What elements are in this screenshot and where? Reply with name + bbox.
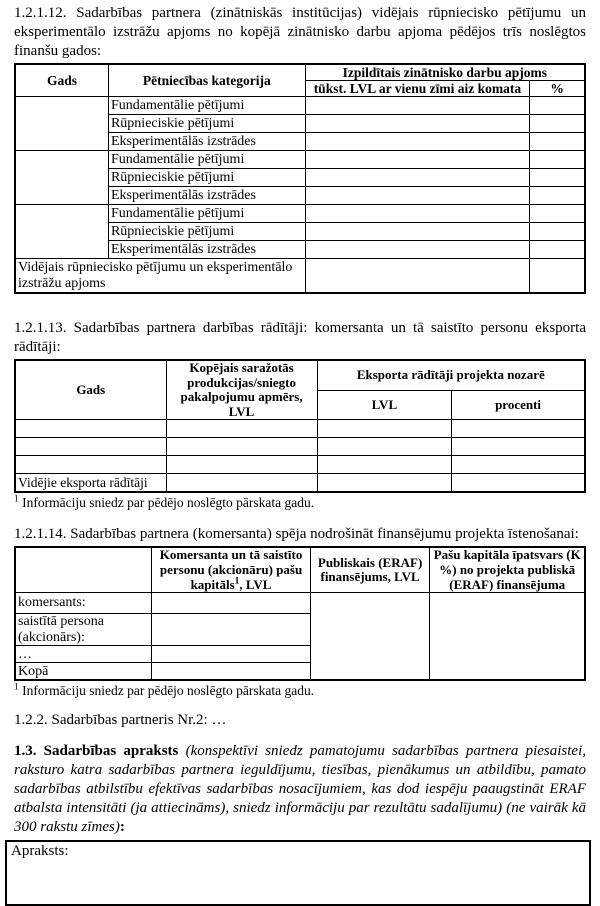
- t3-equity-share-input-cell[interactable]: [430, 593, 585, 681]
- col-header-kopejais: Kopējais saražotās produkcijas/sniegto pakalpojumu apmērs, LVL: [166, 360, 317, 420]
- t2-lvl-input-cell[interactable]: [317, 474, 452, 493]
- t3-row-label: komersants:: [15, 593, 152, 614]
- t1-amount-input-cell[interactable]: [305, 187, 530, 205]
- col-header-apjoms: Izpildītais zinātnisko darbu apjoms: [305, 64, 585, 81]
- footnote-marker: 1: [14, 682, 19, 693]
- t1-category-label: Fundamentālie pētījumi: [108, 205, 305, 223]
- t1-amount-input-cell[interactable]: [305, 205, 530, 223]
- t1-percent-input-cell[interactable]: [530, 115, 585, 133]
- footnote-text: Informāciju sniedz par pēdējo noslēgto pārskata gadu.: [18, 683, 315, 699]
- col-header-gads: Gads: [15, 360, 166, 420]
- col-header-eksporta: Eksporta rādītāji projekta nozarē: [317, 360, 585, 390]
- t2-percent-input-cell[interactable]: [452, 474, 585, 493]
- t3-corner-cell: [15, 547, 152, 592]
- t1-year1-input-cell[interactable]: [15, 97, 108, 151]
- footnote-text: Informāciju sniedz par pēdējo noslēgto pārskata gadu.: [18, 495, 315, 511]
- description-box-label: Apraksts:: [11, 843, 69, 860]
- t1-percent-input-cell[interactable]: [530, 97, 585, 115]
- footnote-table3: [14, 683, 586, 699]
- t2-percent-input-cell[interactable]: [452, 420, 585, 438]
- section-1-3-title: 1.3. Sadarbības apraksts: [14, 743, 186, 760]
- t2-year-input-cell[interactable]: [15, 456, 166, 474]
- t2-lvl-input-cell[interactable]: [317, 420, 452, 438]
- paragraph-1-2-1-12: 1.2.1.12. Sadarbības partnera (zinātniskās institūcijas) vidējais rūpniecisko pētījumu un eksperimentālo izstrāžu apjoms no kopējā zinātnisko darbu apjoma pēdējos trīs noslēgtos finanšu gados:: [14, 5, 586, 59]
- col-header-gads: Gads: [15, 64, 108, 97]
- t1-percent-input-cell[interactable]: [530, 187, 585, 205]
- t2-lvl-input-cell[interactable]: [317, 438, 452, 456]
- t2-percent-input-cell[interactable]: [452, 438, 585, 456]
- t1-percent-input-cell[interactable]: [530, 223, 585, 241]
- t3-row-label: saistītā persona (akcionārs):: [15, 614, 152, 646]
- t3-equity-input-cell[interactable]: [152, 593, 310, 614]
- col-header-komersanta-kapitals: [152, 547, 310, 592]
- t1-amount-input-cell[interactable]: [305, 169, 530, 187]
- t1-category-label: Eksperimentālās izstrādes: [108, 133, 305, 151]
- footnote-marker: 1: [234, 576, 240, 587]
- col-header-lvl: LVL: [317, 390, 452, 420]
- t1-category-label: Eksperimentālās izstrādes: [108, 187, 305, 205]
- section-1-3-instructions: (konspektīvi sniedz pamatojumu sadarbības partnera piesaistei, raksturo katra sadarbības partnera ieguldījumu, tiesības, pienākumus un atbildību, pamato sadarbības atbilstību efektīvas sadarbības nosacījumiem, kas dod iespēju paaugstināt ERAF atbalsta intensitāti (ja attiecināms), sniedz informāciju par rezultātu sadalījumu) (ne vairāk kā 300 rakstu zīmes): [14, 743, 587, 836]
- t2-production-input-cell[interactable]: [166, 438, 317, 456]
- t1-percent-input-cell[interactable]: [530, 151, 585, 169]
- footnote-marker: 1: [14, 494, 19, 505]
- t1-amount-input-cell[interactable]: [305, 223, 530, 241]
- t2-lvl-input-cell[interactable]: [317, 456, 452, 474]
- paragraph-1-3: [14, 742, 586, 837]
- t1-category-label: Rūpnieciskie pētījumi: [108, 115, 305, 133]
- t1-summary-label: Vidējais rūpniecisko pētījumu un eksperimentālo izstrāžu apjoms: [15, 259, 305, 294]
- footnote-table2: [14, 495, 586, 511]
- t1-amount-input-cell[interactable]: [305, 97, 530, 115]
- t1-percent-input-cell[interactable]: [530, 241, 585, 259]
- t1-category-label: Rūpnieciskie pētījumi: [108, 223, 305, 241]
- t2-year-input-cell[interactable]: [15, 438, 166, 456]
- t1-percent-input-cell[interactable]: [530, 205, 585, 223]
- export-indicators-table: [14, 359, 586, 493]
- paragraph-1-2-1-14: 1.2.1.14. Sadarbības partnera (komersanta) spēja nodrošināt finansējumu projekta īstenošanai:: [14, 526, 579, 543]
- t3-equity-input-cell[interactable]: [152, 614, 310, 646]
- header-text: Komersanta un tā saistīto personu (akcionāru) pašu kapitāls: [159, 547, 303, 592]
- t1-category-label: Fundamentālie pētījumi: [108, 97, 305, 115]
- t3-eraf-financing-input-cell[interactable]: [310, 593, 430, 681]
- t2-production-input-cell[interactable]: [166, 420, 317, 438]
- t2-production-input-cell[interactable]: [166, 456, 317, 474]
- col-header-tukst-lvl: tūkst. LVL ar vienu zīmi aiz komata: [305, 81, 530, 97]
- t1-amount-input-cell[interactable]: [305, 241, 530, 259]
- t1-category-label: Rūpnieciskie pētījumi: [108, 169, 305, 187]
- t3-row-label: Kopā: [15, 663, 152, 681]
- t1-percent-input-cell[interactable]: [530, 133, 585, 151]
- t1-category-label: Fundamentālie pētījumi: [108, 151, 305, 169]
- t1-category-label: Eksperimentālās izstrādes: [108, 241, 305, 259]
- t3-equity-input-cell[interactable]: [152, 663, 310, 681]
- t1-percent-input-cell[interactable]: [530, 169, 585, 187]
- t2-percent-input-cell[interactable]: [452, 456, 585, 474]
- t2-summary-label: Vidējie eksporta rādītāji: [15, 474, 166, 493]
- t1-year3-input-cell[interactable]: [15, 205, 108, 259]
- header-text: , LVL: [239, 576, 272, 592]
- description-input-box[interactable]: [5, 840, 591, 906]
- paragraph-1-2-1-13: 1.2.1.13. Sadarbības partnera darbības rādītāji: komersanta un tā saistīto personu eksporta rādītāji:: [14, 320, 586, 356]
- col-header-percent: %: [530, 81, 585, 97]
- paragraph-1-2-2: 1.2.2. Sadarbības partneris Nr.2: …: [14, 712, 227, 729]
- section-1-3-colon: :: [119, 819, 125, 836]
- t1-amount-input-cell[interactable]: [305, 151, 530, 169]
- t2-year-input-cell[interactable]: [15, 420, 166, 438]
- col-header-pasu-kapitala: Pašu kapitāla īpatsvars (K %) no projekta publiskā (ERAF) finansējuma: [430, 547, 585, 592]
- t3-equity-input-cell[interactable]: [152, 646, 310, 663]
- financing-capacity-table: [14, 546, 586, 681]
- t1-summary-percent-input-cell[interactable]: [530, 259, 585, 294]
- t2-production-input-cell[interactable]: [166, 474, 317, 493]
- col-header-procenti: procenti: [452, 390, 585, 420]
- research-volume-table: [14, 63, 586, 294]
- t3-row-label: …: [15, 646, 152, 663]
- col-header-publiskais: Publiskais (ERAF) finansējums, LVL: [310, 547, 430, 592]
- t1-amount-input-cell[interactable]: [305, 133, 530, 151]
- t1-year2-input-cell[interactable]: [15, 151, 108, 205]
- t1-summary-amount-input-cell[interactable]: [305, 259, 530, 294]
- t1-amount-input-cell[interactable]: [305, 115, 530, 133]
- col-header-kategorija: Pētniecības kategorija: [108, 64, 305, 97]
